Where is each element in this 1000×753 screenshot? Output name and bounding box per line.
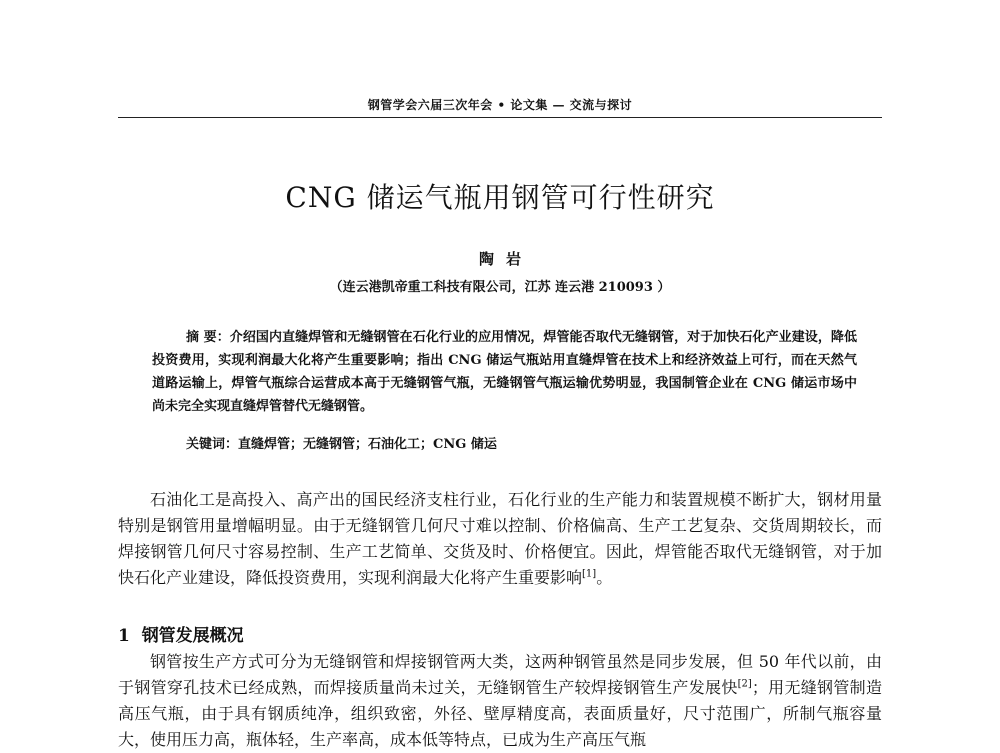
abstract-label: 摘 要： — [186, 330, 230, 345]
abstract-text: 介绍国内直缝焊管和无缝钢管在石化行业的应用情况，焊管能否取代无缝钢管，对于加快石化产业建设，降低投资费用，实现利润最大化将产生重要影响；指出 CNG 储运气瓶站用直缝焊管在技术上和经济效益上可行，而在天然气道路运输上，焊管气瓶综合运营成本高于无缝钢管气瓶，无缝钢管气瓶运输优势明显，我国制管企业在 CNG 储运市场中尚未完全实现直缝焊管替代无缝钢管。 — [152, 330, 857, 414]
running-head: 钢管学会六届三次年会 • 论文集 — 交流与探讨 — [367, 98, 633, 112]
abstract-block — [152, 326, 857, 418]
section-title: 钢管发展概况 — [141, 626, 244, 646]
intro-text: 石油化工是高投入、高产出的国民经济支柱行业，石化行业的生产能力和装置规模不断扩大，钢材用量特别是钢管用量增幅明显。由于无缝钢管几何尺寸难以控制、价格偏高、生产工艺复杂、交货周期较长，而焊接钢管几何尺寸容易控制、生产工艺简单、交货及时、价格便宜。因此，焊管能否取代无缝钢管，对于加快石化产业建设，降低投资费用，实现利润最大化将产生重要影响 — [118, 490, 882, 587]
section-1-paragraph — [118, 649, 882, 753]
keywords-block — [186, 433, 866, 452]
section-heading — [118, 621, 882, 646]
paper-title: CNG 储运气瓶用钢管可行性研究 — [285, 181, 715, 214]
keywords-text: 直缝焊管；无缝钢管；石油化工；CNG 储运 — [238, 437, 497, 452]
intro-paragraph — [118, 487, 882, 591]
paper-author: 陶岩 — [478, 250, 533, 268]
intro-end: 。 — [596, 568, 613, 587]
header-rule — [118, 117, 882, 118]
section-1-text-cont: ；用无缝钢管制造高压气瓶，由于具有钢质纯净，组织致密，外径、壁厚精度高，表面质量好，尺寸范围广，所制气瓶容量大，使用压力高，瓶体轻，生产率高，成本低等特点，已成为生产高压气瓶 — [118, 678, 882, 749]
citation-ref-1: [1] — [582, 568, 597, 580]
section-1-text: 钢管按生产方式可分为无缝钢管和焊接钢管两大类，这两种钢管虽然是同步发展，但 50 年代以前，由于钢管穿孔技术已经成熟，而焊接质量尚未过关，无缝钢管生产较焊接钢管生产发展快 — [118, 652, 882, 697]
citation-ref-2: [2] — [737, 678, 752, 690]
keywords-label: 关键词： — [186, 437, 239, 452]
author-affiliation: （连云港凯帝重工科技有限公司，江苏 连云港 210093 ） — [329, 280, 671, 295]
section-number: 1 — [118, 626, 130, 646]
